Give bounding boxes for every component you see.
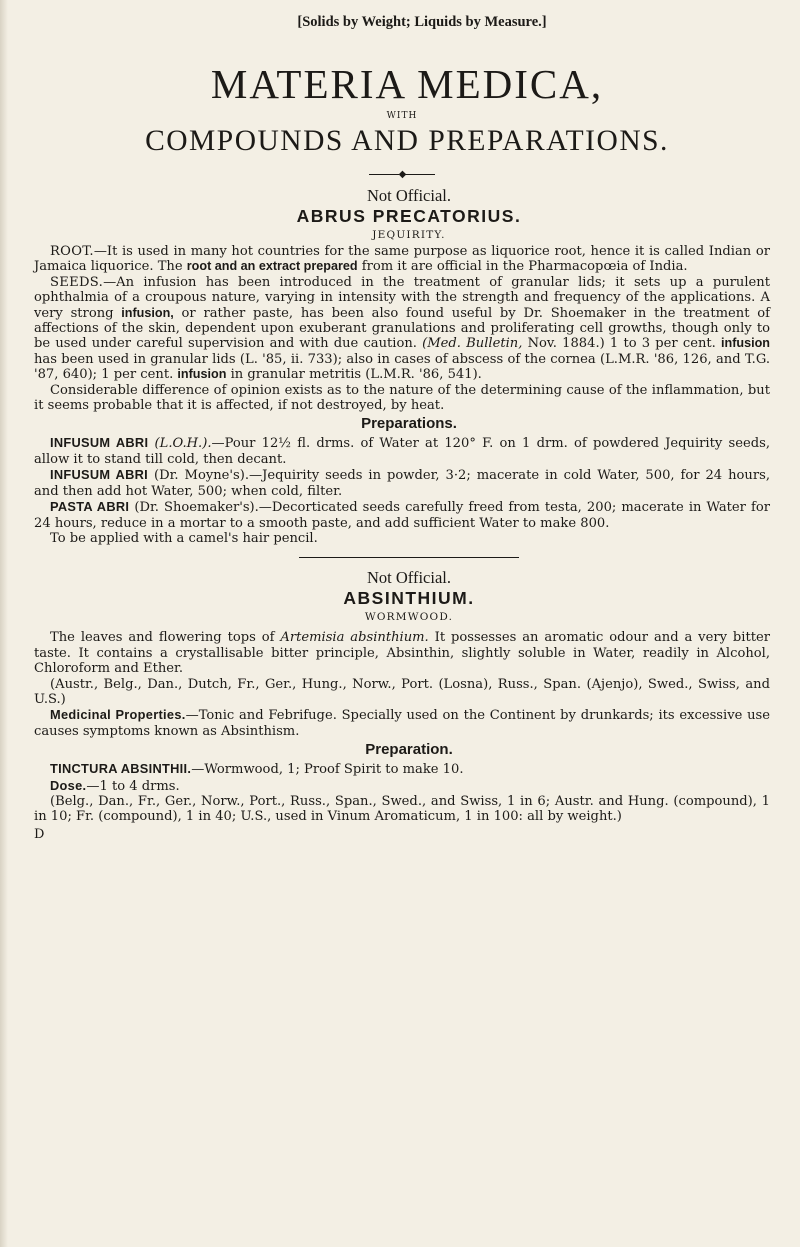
title-connector: WITH xyxy=(386,111,418,121)
header-note: [Solids by Weight; Liquids by Measure.] xyxy=(297,14,547,30)
ornamental-rule: ◆ xyxy=(34,169,770,180)
preparation-heading: Preparation. xyxy=(365,741,453,759)
tinctura-absinthii: TINCTURA ABSINTHII.—Wormwood, 1; Proof Spirit to make 10. xyxy=(50,761,464,778)
page-title: MATERIA MEDICA, xyxy=(210,61,604,107)
section-heading: ABRUS PRECATORIUS. xyxy=(296,206,522,226)
medicinal-properties: Medicinal Properties.—Tonic and Febrifuge. Specially used on the Continent by drunkards; its excessive use causes symptoms known as Absinthism. xyxy=(34,707,770,739)
considerable-paragraph: Considerable difference of opinion exists as to the nature of the determining cause of the inflammation, but it seems probable that it is affected, if not destroyed, by heat. xyxy=(34,382,770,414)
page-subtitle: COMPOUNDS AND PREPARATIONS. xyxy=(145,125,669,157)
absinthium-description: The leaves and flowering tops of Artemisia absinthium. It possesses an aromatic odour and a very bitter taste. It contains a crystallisable bitter principle, Absinthin, slightly soluble in Water, readily in Alcohol, Chloroform and Ether. xyxy=(34,630,770,677)
section-heading: ABSINTHIUM. xyxy=(343,588,475,609)
root-label: ROOT. xyxy=(50,244,94,259)
prep-infusum-lo: INFUSUM ABRI (L.O.H.).—Pour 12½ fl. drms. of Water at 120° F. on 1 drm. of powdered Jequirity seeds, allow it to stand till cold, then decant. xyxy=(34,435,770,467)
seeds-paragraph: SEEDS.—An infusion has been introduced in the treatment of granular lids; it sets up a purulent ophthalmia of a croupous nature, varying in intensity with the strength and frequency of the applications. A very strong infusion, or rather paste, has been also found useful by Dr. Shoemaker in the treatment of affections of the skin, dependent upon exuberant granulations and proliferating cell growths, though only to be used under careful supervision and with due caution. (Med. Bulletin, Nov. 1884.) 1 to 3 per cent. infusion has been used in granular lids (L. '85, ii. 733); also in cases of abscess of the cornea (L.M.R. '86, 126, and T.G. '87, 640); 1 per cent. infusion in granular metritis (L.M.R. '86, 541). xyxy=(34,274,770,383)
section-status: Not Official. xyxy=(366,186,451,205)
signature-mark: D xyxy=(34,826,45,842)
seeds-label: SEEDS. xyxy=(50,274,104,290)
page-gutter-shadow xyxy=(0,0,8,1247)
preparations-heading: Preparations. xyxy=(361,415,457,433)
section-common-name: WORMWOOD. xyxy=(364,611,454,624)
section-abrus xyxy=(34,186,770,546)
prep-pasta-abri: PASTA ABRI (Dr. Shoemaker's).—Decorticated seeds carefully freed from testa, 200; macerate in Water for 24 hours, reduce in a mortar to a smooth paste, and add sufficient Water to make 800. xyxy=(34,499,770,531)
section-absinthium xyxy=(34,568,770,824)
prep-pasta-note: To be applied with a camel's hair pencil. xyxy=(50,530,318,546)
foreign-strengths: (Belg., Dan., Fr., Ger., Norw., Port., Russ., Span., Swed., and Swiss, 1 in 6; Austr. and Hung. (compound), 1 in 10; Fr. (compound), 1 in 40; U.S., used in Vinum Aromaticum, 1 in 100: all by weight.) xyxy=(34,793,770,825)
section-common-name: JEQUIRITY. xyxy=(372,229,446,241)
section-divider xyxy=(299,557,519,558)
page-content xyxy=(34,14,770,842)
pharmacopoeias-list: (Austr., Belg., Dan., Dutch, Fr., Ger., Hung., Norw., Port. (Losna), Russ., Span. (Ajenjo), Swed., Swiss, and U.S.) xyxy=(34,676,770,707)
root-paragraph: ROOT.—It is used in many hot countries for the same purpose as liquorice root, hence it is called Indian or Jamaica liquorice. The root and an extract prepared from it are official in the Pharmacopœia of India. xyxy=(34,244,770,275)
section-status: Not Official. xyxy=(366,568,451,588)
prep-infusum-moyne: INFUSUM ABRI (Dr. Moyne's).—Jequirity seeds in powder, 3·2; macerate in cold Water, 500, for 24 hours, and then add hot Water, 500; when cold, filter. xyxy=(34,467,770,499)
dose-line: Dose.—1 to 4 drms. xyxy=(50,777,180,794)
